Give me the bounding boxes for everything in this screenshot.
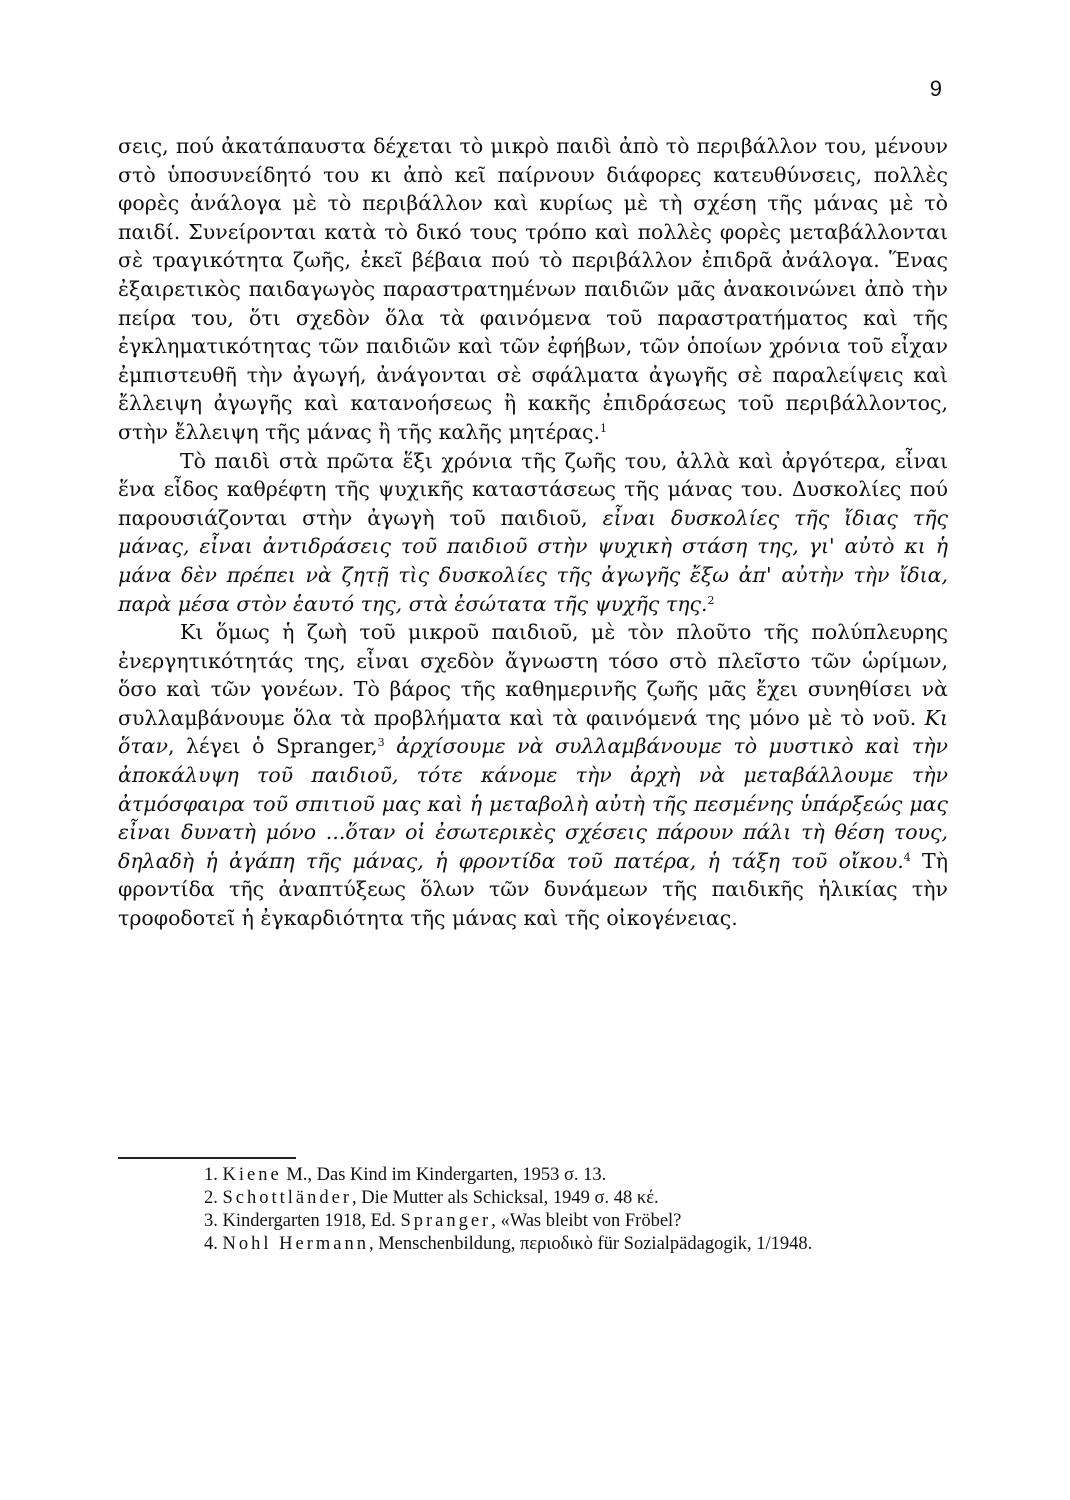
body-text <box>118 132 948 933</box>
italic-text: Κι ὅταν <box>118 705 948 759</box>
footnote-text: 3. Kindergarten 1918, Ed. <box>204 1211 401 1231</box>
footnote-text: , Die Mutter als Schicksal, 1949 σ. 48 κέ. <box>352 1188 659 1208</box>
text-run: Κι ὅμως ἡ ζωὴ τοῦ μικροῦ παιδιοῦ, μὲ τὸν πλοῦτο τῆς πολύπλευρης ἐνεργητικότητάς της, εἶναι σχεδὸν ἄγνωστη τόσο στὸ πλεῖστο τῶν ὡρίμων, ὅσο καὶ τῶν γονέων. Τὸ βάρος τῆς καθημερινῆς ζωῆς μᾶς ἔχει συνηθίσει νὰ συλλαμβάνουμε ὅλα τὰ προβλήματα καὶ τὰ φαινόμενά της μόνο μὲ τὸ νοῦ. <box>118 620 948 730</box>
text-run: Τὸ παιδὶ στὰ πρῶτα ἕξι χρόνια τῆς ζωῆς του, ἀλλὰ καὶ ἀργότερα, εἶναι ἕνα εἶδος καθρέφτη τῆς ψυχικῆς καταστάσεως τῆς μάνας του. Δυσκολίες πού παρουσιάζονται στὴν ἀγωγὴ τοῦ παιδιοῦ, <box>118 448 948 530</box>
paragraph <box>118 132 948 447</box>
footnote-separator <box>118 1157 296 1159</box>
footnote-ref: 3 <box>377 736 385 750</box>
italic-text: ἀρχίσουμε νὰ συλλαμβάνουμε τὸ μυστικὸ καὶ τὴν ἀποκάλυψη τοῦ παιδιοῦ, τότε κάνομε τὴν ἀρχὴ νὰ μεταβάλλουμε τὴν ἀτμόσφαιρα τοῦ σπιτιοῦ μας καὶ ἡ μεταβολὴ αὐτὴ τῆς πεσμένης ὑπάρξεώς μας εἶναι δυνατὴ μόνο ...ὅταν οἱ ἐσωτερικὲς σχέσεις πάρουν πάλι τὴ θέση τους, δηλαδὴ ἡ ἀγάπη τῆς μάνας, ἡ φροντίδα τοῦ πατέρα, ἡ τάξη τοῦ οἴκου. <box>118 734 949 873</box>
footnote <box>118 1164 948 1187</box>
footnote-ref: 1 <box>600 421 608 435</box>
text-run: σεις, πού ἀκατάπαυστα δέχεται τὸ μικρὸ παιδὶ ἀπὸ τὸ περιβάλλον του, μένουν στὸ ὑποσυνείδητό του κι ἀπὸ κεῖ παίρνουν διάφορες κατευθύνσεις, πολλὲς φορὲς ἀνάλογα μὲ τὸ περιβάλλον καὶ κυρίως μὲ τὴ σχέση τῆς μάνας μὲ τὸ παιδί. Συνείρονται κατὰ τὸ δικό τους τρόπο καὶ πολλὲς φορὲς μεταβάλλονται σὲ τραγικότητα ζωῆς, ἐκεῖ βέβαια πού τὸ περιβάλλον ἐπιδρᾶ ἀνάλογα. Ἕνας ἐξαιρετικὸς παιδαγωγὸς παραστρατημένων παιδιῶν μᾶς ἀνακοινώνει ἀπὸ τὴν πείρα του, ὅτι σχεδὸν ὅλα τὰ φαινόμενα τοῦ παραστρατήματος καὶ τῆς ἐγκληματικότητας τῶν παιδιῶν καὶ τῶν ἐφήβων, τῶν ὁποίων χρόνια τοῦ εἶχαν ἐμπιστευθῆ τὴν ἀγωγή, ἀνάγονται σὲ σφάλματα ἀγωγῆς σὲ παραλείψεις καὶ ἔλλειψη ἀγωγῆς καὶ κατανοήσεως ἢ κακῆς ἐπιδράσεως τοῦ περιβάλλοντος, στὴν ἔλλειψη τῆς μάνας ἢ τῆς καλῆς μητέρας. <box>118 134 948 444</box>
paragraph <box>118 447 948 619</box>
footnote-ref: 4 <box>903 850 911 864</box>
footnote-text: M., Das Kind im Kindergarten, 1953 σ. 13. <box>281 1165 607 1185</box>
footnote-text: 1. <box>204 1165 223 1185</box>
footnote-ref: 2 <box>707 593 715 607</box>
footnote-text: 2. <box>204 1188 223 1208</box>
author-name: Schottländer <box>222 1188 353 1208</box>
author-name: Nohl Hermann <box>222 1234 369 1254</box>
footnote <box>118 1187 948 1210</box>
author-name: Spranger <box>400 1211 492 1231</box>
author-name: Kiene <box>222 1165 282 1185</box>
footnotes <box>118 1164 948 1256</box>
footnote-text: , «Was bleibt von Fröbel? <box>491 1211 682 1231</box>
text-run: Τὴ φροντίδα τῆς ἀναπτύξεως ὅλων τῶν δυνάμεων τῆς παιδικῆς ἡλικίας τὴν τροφοδοτεῖ ἡ ἐγκαρδιότητα τῆς μάνας καὶ τῆς οἰκογένειας. <box>118 848 948 931</box>
page-number: 9 <box>929 76 942 101</box>
text-run: , λέγει ὁ Spranger, <box>168 734 378 759</box>
footnote-text: , Menschenbildung, περιοδικὸ für Sozialpädagogik, 1/1948. <box>368 1234 813 1254</box>
footnote <box>118 1210 948 1233</box>
italic-text: εἶναι δυσκολίες τῆς ἴδιας τῆς μάνας, εἶναι ἀντιδράσεις τοῦ παιδιοῦ στὴν ψυχικὴ στάση της, γι' αὐτὸ κι ἡ μάνα δὲν πρέπει νὰ ζητῇ τὶς δυσκολίες τῆς ἀγωγῆς ἔξω ἀπ' αὐτὴν τὴν ἴδια, παρὰ μέσα στὸν ἑαυτό της, στὰ ἐσώτατα τῆς ψυχῆς της. <box>118 505 948 616</box>
footnote-text: 4. <box>204 1234 223 1254</box>
footnote <box>118 1233 948 1256</box>
paragraph <box>118 618 948 933</box>
